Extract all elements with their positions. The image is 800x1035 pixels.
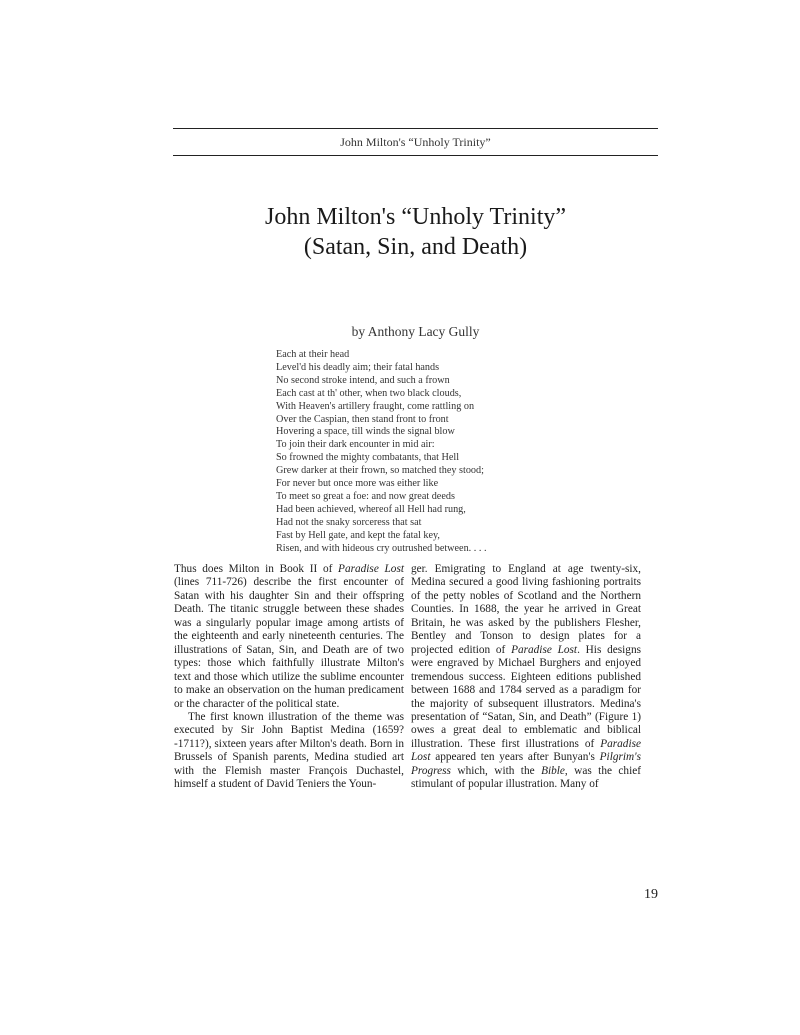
- work-title: Paradise Lost: [511, 643, 578, 656]
- poem-line: To join their dark encounter in mid air:: [276, 439, 435, 451]
- poem-line: Fast by Hell gate, and kept the fatal key,: [276, 529, 440, 541]
- epigraph-poem: [276, 349, 576, 556]
- poem-line: Had not the snaky sorceress that sat: [276, 516, 422, 528]
- work-title: Paradise Lost: [411, 737, 641, 764]
- work-title: Pilgrim's Progress: [411, 751, 641, 777]
- article-title-line-1: John Milton's “Unholy Trinity”: [264, 204, 567, 230]
- body-paragraph: [411, 563, 641, 792]
- body-column-left: [174, 563, 404, 792]
- byline: by Anthony Lacy Gully: [351, 324, 480, 339]
- poem-line: With Heaven's artillery fraught, come rattling on: [276, 400, 475, 412]
- work-title: Paradise Lost: [338, 563, 404, 575]
- running-head: John Milton's “Unholy Trinity”: [173, 128, 658, 156]
- article-title-line-2: (Satan, Sin, and Death): [303, 234, 528, 260]
- poem-line: No second stroke intend, and such a frown: [276, 374, 450, 386]
- body-paragraph: [174, 563, 404, 711]
- poem-line: Each at their head: [276, 349, 350, 360]
- body-column-right: [411, 563, 641, 792]
- text-run: , was the chief stimulant of popular illustration. Many of: [411, 764, 641, 791]
- poem-line: Level'd his deadly aim; their fatal hands: [276, 361, 440, 373]
- article-title: [173, 202, 658, 262]
- text-run: Thus does Milton in Book II of: [174, 563, 339, 575]
- text-run: (lines 711-726) describe the first encounter of Satan with his daughter Sin and their offspring Death. The titanic struggle between these shades was a singularly popular image among artists of the eighteenth and early nineteenth centuries. The illustrations of Satan, Sin, and Death are of two types: those which faithfully illustrate Milton's text and those which utilize the sublime encounter to make an observation on the human predicament or the character of the political state.: [174, 576, 404, 710]
- text-run: appeared ten years after Bunyan's: [430, 751, 600, 764]
- poem-line: So frowned the mighty combatants, that Hell: [276, 452, 460, 464]
- work-title: Bible: [541, 764, 565, 777]
- text-run: ger. Emigrating to England at age twenty-six, Medina secured a good living fashioning portraits of the petty nobles of Scotland and the Northern Counties. In 1688, the year he arrived in Great Britain, he was asked by the publishers Flesher, Bentley and Tonson to design plates for a projected edition of: [411, 563, 641, 656]
- poem-line: For never but once more was either like: [276, 478, 439, 490]
- text-run: which, with the: [450, 764, 542, 777]
- poem-line: Grew darker at their frown, so matched they stood;: [276, 465, 484, 477]
- poem-line: Had been achieved, whereof all Hell had rung,: [276, 503, 466, 515]
- page-number: 19: [644, 887, 658, 902]
- poem-line: Over the Caspian, then stand front to front: [276, 413, 449, 425]
- body-paragraph: The first known illustration of the theme was executed by Sir John Baptist Medina (1659?-1711?), sixteen years after Milton's death. Born in Brussels of Spanish parents, Medina studied art with the Flemish master François Duchastel, himself a student of David Teniers the Youn-: [174, 710, 404, 791]
- poem-line: Risen, and with hideous cry outrushed between. . . .: [276, 542, 487, 554]
- poem-line: Hovering a space, till winds the signal blow: [276, 426, 455, 438]
- text-run: . His designs were engraved by Michael Burghers and enjoyed tremendous success. Eighteen editions published between 1688 and 1784 served as a paradigm for the majority of subsequent illustrators. Medina's presentation of “Satan, Sin, and Death” (Figure 1) owes a great deal to emblematic and biblical illustration. These first illustrations of: [411, 643, 641, 750]
- poem-line: To meet so great a foe: and now great deeds: [276, 490, 455, 502]
- poem-line: Each cast at th' other, when two black clouds,: [276, 387, 462, 399]
